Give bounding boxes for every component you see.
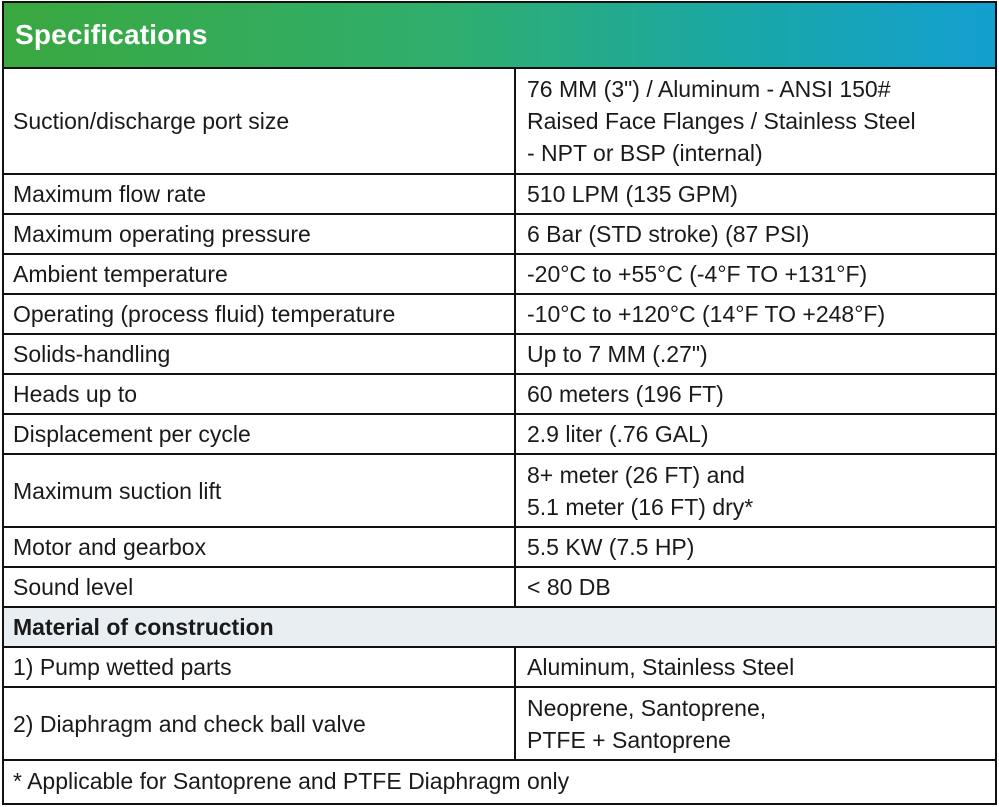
spec-label: Sound level — [4, 568, 516, 606]
spec-value-line: 76 MM (3") / Aluminum - ANSI 150# — [527, 76, 891, 102]
material-section-header — [4, 608, 995, 648]
spec-value — [516, 455, 995, 526]
spec-value: -20°C to +55°C (-4°F TO +131°F) — [527, 261, 868, 287]
table-row — [4, 69, 995, 175]
spec-label: Maximum operating pressure — [4, 215, 516, 253]
spec-value: -10°C to +120°C (14°F TO +248°F) — [527, 301, 886, 327]
spec-label: Maximum suction lift — [4, 455, 516, 526]
spec-value — [516, 69, 995, 173]
spec-label: Maximum flow rate — [4, 175, 516, 213]
footnote: * Applicable for Santoprene and PTFE Diaphragm only — [13, 767, 570, 794]
spec-value: 5.5 KW (7.5 HP) — [527, 534, 695, 560]
table-row — [4, 688, 995, 761]
spec-label: Solids-handling — [4, 335, 516, 373]
spec-value-line: - NPT or BSP (internal) — [527, 140, 763, 166]
spec-value-line: Neoprene, Santoprene, — [527, 694, 767, 721]
spec-value — [516, 688, 995, 759]
spec-value-line: 8+ meter (26 FT) and — [527, 461, 745, 488]
table-row — [4, 568, 995, 608]
table-row — [4, 375, 995, 415]
spec-value: 60 meters (196 FT) — [527, 381, 724, 407]
specifications-table — [2, 1, 997, 805]
spec-value: 510 LPM (135 GPM) — [527, 181, 738, 207]
table-row — [4, 455, 995, 528]
spec-value: < 80 DB — [527, 574, 611, 600]
spec-label: Heads up to — [4, 375, 516, 413]
footnote-row — [4, 761, 995, 800]
spec-value-line: Raised Face Flanges / Stainless Steel — [527, 108, 916, 134]
section-title: Material of construction — [13, 614, 274, 640]
spec-label: Displacement per cycle — [4, 415, 516, 453]
spec-value-line: 5.1 meter (16 FT) dry* — [527, 493, 754, 520]
spec-value: 2.9 liter (.76 GAL) — [527, 421, 709, 447]
spec-label: Operating (process fluid) temperature — [4, 295, 516, 333]
spec-label: 1) Pump wetted parts — [4, 648, 516, 686]
spec-label: 2) Diaphragm and check ball valve — [4, 688, 516, 759]
spec-label: Motor and gearbox — [4, 528, 516, 566]
table-row — [4, 215, 995, 255]
spec-value-line: PTFE + Santoprene — [527, 726, 731, 753]
spec-value: Aluminum, Stainless Steel — [527, 654, 795, 680]
table-row — [4, 295, 995, 335]
table-row — [4, 335, 995, 375]
table-row — [4, 255, 995, 295]
table-title: Specifications — [4, 3, 995, 69]
spec-label: Ambient temperature — [4, 255, 516, 293]
table-row — [4, 175, 995, 215]
spec-value: Up to 7 MM (.27") — [527, 341, 708, 367]
table-row — [4, 528, 995, 568]
spec-value: 6 Bar (STD stroke) (87 PSI) — [527, 221, 810, 247]
spec-label: Suction/discharge port size — [4, 69, 516, 173]
table-row — [4, 415, 995, 455]
table-row — [4, 648, 995, 688]
